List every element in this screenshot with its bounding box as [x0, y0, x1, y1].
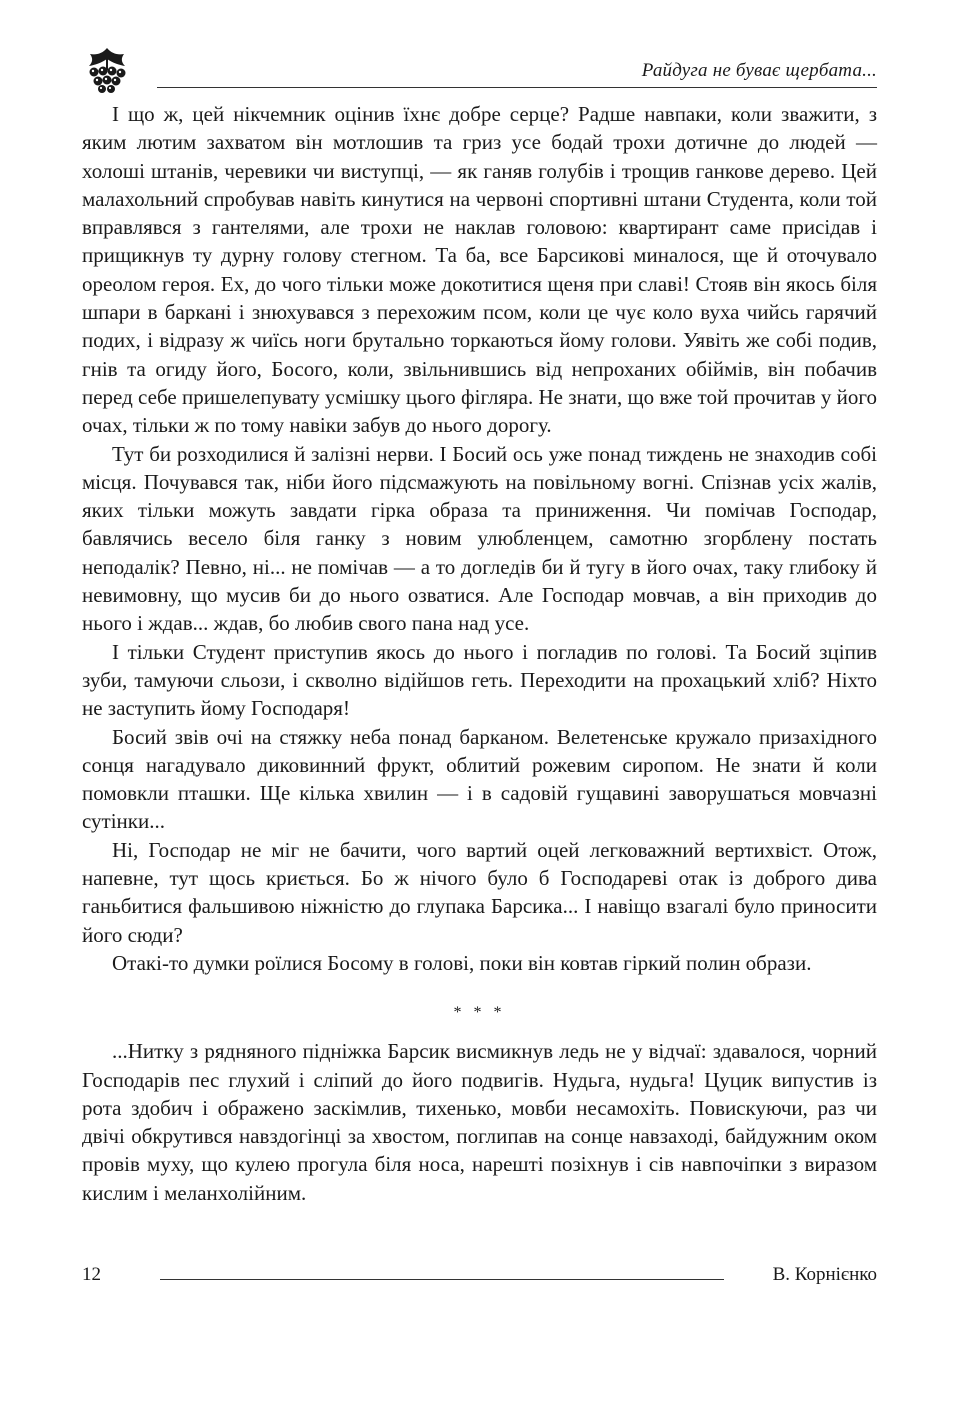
page-number: 12: [82, 1264, 101, 1285]
author-name: В. Корнієнко: [772, 1264, 877, 1285]
page-footer: [82, 1262, 877, 1292]
paragraph: Босий звів очі на стяжку неба понад барканом. Велетенське кружало призахідного сонця нагадувало диковинний фрукт, облитий рожевим сиропом. Не знати й коли помовкли пташки. Ще кілька хвилин — і в садовій гущавині заворушаться мовчазні сутінки...: [82, 724, 877, 834]
section-separator: * * *: [453, 1004, 506, 1022]
paragraph: І що ж, цей нікчемник оцінив їхнє добре серце? Радше навпаки, коли зважити, з яким лютим захватом він мотлошив та гриз усе бодай трохи дотичне до людей — холоші штанів, черевики чи виступці, — як ганяв голубів і трощив ганкове дерево. Цей малахольний спробував навіть кинутися на червоні спортивні штани Студента, коли той вправлявся з гантелями, але трохи не наклав головою: квартирант саме присідав і прищикнув ту дурну голову стегном. Та ба, все Барсикові миналося, ще й оточувало ореолом героя. Ех, до чого тільки може докотитися щеня при славі! Стояв він якось біля шпари в баркані і знюхувався з перехожим псом, коли це чує коло вуха чийсь гарячий подих, і відразу ж чиїсь ноги брутально торкаються йому голови. Уявіть же собі подив, гнів та огиду його, Босого, коли, звільнившись від непроханих обіймів, він побачив перед себе пришелепувату усмішку цього фігляра. Не знати, що вже той прочитав у його очах, тільки ж по тому навіки забув до нього дорогу.: [82, 102, 877, 438]
main-text: [82, 100, 877, 1207]
paragraph: Отакі-то думки роїлися Босому в голові, поки він ковтав гіркий полин образи.: [112, 950, 812, 975]
rowan-berries-icon: [82, 46, 132, 94]
header-divider: [157, 87, 877, 88]
paragraph: ...Нитку з рядняного підніжка Барсик висмикнув ледь не у відчаї: здавалося, чорний Господарів пес глухий і сліпий до його подвигів. Нудьга, нудьга! Цуцик випустив із рота здобич і ображено заскімлив, тихенько, мовби несамохіть. Повискуючи, раз чи двічі обкрутився навздогінці за хвостом, поглипав на сонце навзаході, байдужним оком провів муху, що кулею прогула біля носа, нарешті позіхнув і сів навпочіпки з виразом кислим і меланхолійним.: [82, 1039, 877, 1205]
footer-divider: [160, 1279, 724, 1280]
running-title: Райдуга не буває щербата...: [641, 60, 877, 81]
paragraph: Тут би розходилися й залізні нерви. І Босий ось уже понад тиждень не знаходив собі місця. Почувався так, ніби його підсмажують на повільному вогні. Спізнав усіх жалів, яких тільки можуть завдати гірка образа та приниження. Чи помічав Господар, бавлячись весело біля ганку з новим улюбленцем, самотню згорблену постать неподалік? Певно, ні... не помічав — а то догледів би й тугу в його очах, таку глибоку й невимовну, що мусив би до нього озватися. Але Господар мовчав, а він приходив до нього і ждав... ждав, бо любив свого пана над усе.: [82, 441, 877, 636]
page-header: [82, 44, 877, 94]
paragraph: І тільки Студент приступив якось до нього і погладив по голові. Та Босий зціпив зуби, тамуючи сльози, і скволно відійшов геть. Переходити на прохацький хліб? Ніхто не заступить йому Господаря!: [82, 639, 877, 721]
paragraph: Ні, Господар не міг не бачити, чого вартий оцей легковажний вертихвіст. Отож, напевне, тут щось криється. Бо ж нічого було б Господареві отак із доброго дива ганьбитися фальшивою ніжністю до глупака Барсика... І навіщо взагалі було приносити його сюди?: [82, 837, 877, 947]
